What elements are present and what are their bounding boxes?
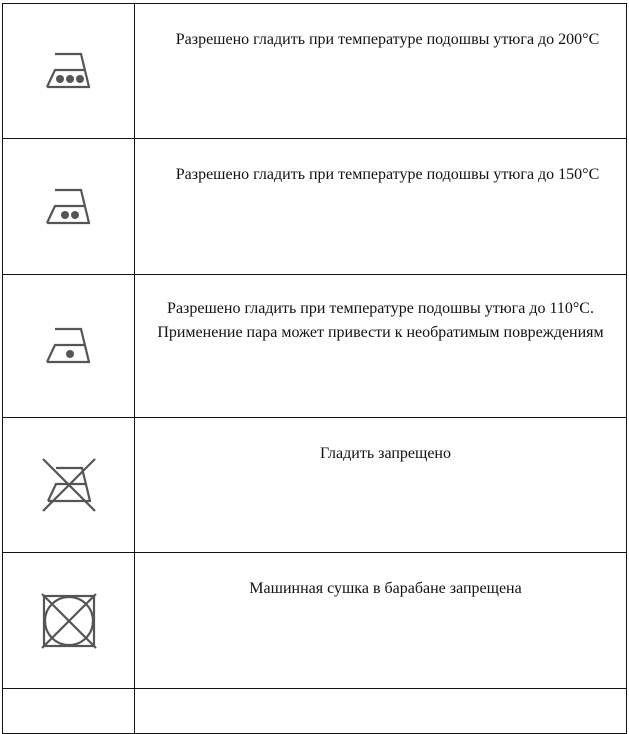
table-row xyxy=(3,139,627,275)
tumble-dry-crossed-out-icon xyxy=(41,593,97,649)
care-description: Разрешено гладить при температуре подошвы утюга до 110°C. Применение пара может привести к необратимым повреждениям xyxy=(157,300,604,341)
description-cell xyxy=(135,275,627,418)
icon-cell xyxy=(3,139,135,275)
description-cell xyxy=(135,4,627,139)
iron-three-dots-icon xyxy=(43,51,95,91)
table-row xyxy=(3,553,627,689)
description-cell xyxy=(135,689,627,734)
icon-cell xyxy=(3,553,135,689)
icon-cell xyxy=(3,4,135,139)
icon-cell xyxy=(3,689,135,734)
table-row xyxy=(3,275,627,418)
icon-cell xyxy=(3,418,135,553)
care-description: Гладить запрещено xyxy=(320,445,451,462)
iron-one-dot-icon xyxy=(43,326,95,366)
description-cell xyxy=(135,418,627,553)
iron-two-dots-icon xyxy=(43,187,95,227)
table-row xyxy=(3,689,627,734)
care-description: Машинная сушка в барабане запрещена xyxy=(249,580,522,597)
laundry-care-table xyxy=(2,3,627,734)
care-description: Разрешено гладить при температуре подошвы утюга до 150°C xyxy=(175,166,600,183)
iron-crossed-out-icon xyxy=(41,457,97,513)
description-cell xyxy=(135,139,627,275)
icon-cell xyxy=(3,275,135,418)
table-row xyxy=(3,418,627,553)
description-cell xyxy=(135,553,627,689)
table-row xyxy=(3,4,627,139)
care-description: Разрешено гладить при температуре подошвы утюга до 200°C xyxy=(175,31,600,48)
